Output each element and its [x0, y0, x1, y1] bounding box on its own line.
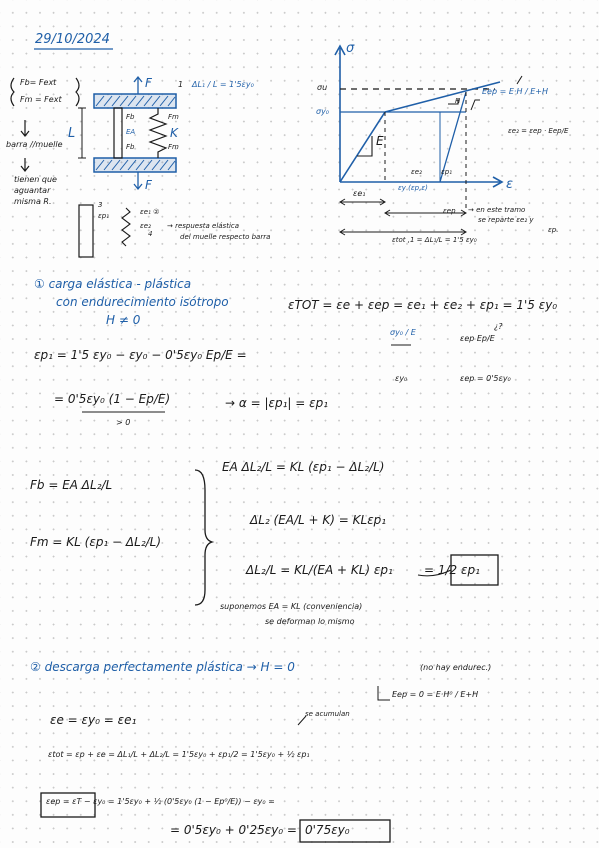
- eep-formula: Eep = E·H / E+H: [482, 87, 549, 96]
- ep-desc-2: se reparte εe₂ y: [478, 216, 534, 224]
- ee1-sketch-label: εe₁ ②: [140, 208, 160, 216]
- section1-title-2: con endurecimiento isótropo: [56, 295, 229, 309]
- ee2-graph-label: εe₂: [411, 168, 422, 176]
- system-brace: [195, 470, 212, 605]
- under-sigma-e: σy₀ / E: [390, 328, 416, 337]
- respuesta-line-1: → respuesta elástica: [167, 222, 240, 230]
- length-label: L: [68, 126, 76, 141]
- fm-up-label: Fm: [168, 113, 179, 121]
- modulus-e-label: E: [376, 134, 384, 148]
- tienen-line-1: tienen que: [14, 175, 57, 184]
- fb-down-label: Fb: [126, 143, 135, 151]
- respuesta-line-2: del muelle respecto barra: [180, 233, 271, 241]
- ep-label: εep: [443, 207, 456, 215]
- ee2-sketch-label: εe₂: [140, 222, 151, 230]
- h-label: H: [455, 97, 461, 105]
- etot-graph-label: εtot ,1 = ΔL₁/L = 1'5 εy₀: [392, 236, 477, 244]
- spring-element: [150, 108, 166, 158]
- ep-desc-1: → en este tramo: [468, 206, 526, 214]
- fm-down-label: Fm: [168, 143, 179, 151]
- k-label: K: [170, 126, 178, 140]
- sigma-axis-label: σ: [346, 41, 355, 56]
- solved-equation: ΔL₂/L = KL/(EA + KL) εp₁: [246, 563, 393, 577]
- fm-equation: Fm = KL (εp₁ − ΔL₂/L): [30, 535, 162, 549]
- circle-1-label: 1: [178, 80, 184, 89]
- sigma-y0-label: σy₀: [316, 107, 330, 116]
- ep-desc-3: εp.: [548, 226, 559, 234]
- ee2-formula: εe₂ = εep · Eep/E: [508, 127, 569, 135]
- ratio-top: ΔL₁ / L = 1'5εy₀: [192, 80, 254, 89]
- etot-equation: εTOT = εe + εep = εe₁ + εe₂ + εp₁ = 1'5 εy₀: [288, 298, 558, 312]
- ep1-graph-label: εp₁: [441, 168, 453, 176]
- eep-section2: εep = εT − εy₀ = 1'5εy₀ + ½ (0'5εy₀ (1 − Ep⁰/E)) − εy₀ =: [46, 797, 275, 806]
- section1-title-1: ① carga elástica - plástica: [34, 277, 192, 291]
- ep1-sketch-label: εp₁: [98, 212, 110, 220]
- force-top-label: F: [145, 76, 152, 90]
- eps-axis-label: ε: [506, 177, 514, 192]
- section2-title: ② descarga perfectamente plástica → H = 0: [30, 660, 295, 674]
- tienen-line-3: misma R.: [14, 197, 52, 206]
- fb-equation: Fb = EA ΔL₂/L: [30, 478, 113, 492]
- eep-section2-line2: = 0'5εy₀ + 0'25εy₀ =: [170, 823, 297, 837]
- grouped-equation: ΔL₂ (EA/L + K) = KLεp₁: [250, 513, 387, 527]
- balance-equation: EA ΔL₂/L = KL (εp₁ − ΔL₂/L): [222, 460, 385, 474]
- ep1-equation-2: = 0'5εy₀ (1 − Ep/E): [54, 392, 171, 406]
- circle-4-label: 4: [148, 230, 153, 238]
- date: 29/10/2024: [35, 32, 110, 47]
- brace-right: [76, 78, 79, 106]
- ep1-equation: εp₁ = 1'5 εy₀ − εy₀ − 0'5εy₀ Ep/E =: [34, 348, 247, 362]
- solved-result: = 1/2 εp₁: [424, 563, 480, 577]
- circle-3-label: 3: [98, 201, 103, 209]
- section1-title-3: H ≠ 0: [106, 313, 141, 327]
- under-eep-value: εep = 0'5εy₀: [460, 374, 511, 383]
- small-spring-sketch: [122, 208, 130, 246]
- eep-arrow: [471, 100, 480, 110]
- eep-hook: [378, 686, 390, 700]
- same-deformation-note: se deforman lo mismo: [265, 617, 355, 626]
- accumulate-note: se acumulan: [305, 710, 350, 718]
- brace-left: [11, 78, 14, 106]
- etot-section2: εtot = εp + εe = ΔL₁/L + ΔL₂/L = 1'5εy₀ + εp₁/2 = 1'5εy₀ + ½ εp₁: [48, 750, 310, 759]
- barra-muelle-label: barra //muelle: [6, 140, 63, 149]
- condition-fb: Fb= Fext: [20, 78, 57, 87]
- fb-up-label: Fb: [126, 113, 135, 121]
- final-result: 0'75εy₀: [305, 823, 350, 837]
- force-bottom-label: F: [145, 178, 152, 192]
- eps-y-label: εy (εp,ε): [398, 184, 428, 192]
- condition-fm: Fm = Fext: [20, 95, 62, 104]
- ee1-graph-label: εe₁: [353, 189, 366, 198]
- under-eep: εep Ep/E: [460, 334, 495, 343]
- suppose-note: suponemos EA = KL (conveniencia): [220, 602, 363, 611]
- sigma-u-label: σu: [317, 83, 328, 92]
- ea-label: EA: [126, 128, 136, 136]
- ee-equation: εe = εy₀ = εe₁: [50, 713, 137, 727]
- bar-element: [114, 108, 122, 158]
- small-bar-sketch: [79, 205, 93, 257]
- eep-zero: Eep = 0 = E·H⁰ / E+H: [392, 690, 479, 699]
- under-question: ¿?: [494, 322, 503, 331]
- tienen-line-2: aguantar: [14, 186, 51, 195]
- alpha-equation: → α = |εp₁| = εp₁: [225, 396, 329, 410]
- greater-zero: > 0: [116, 418, 131, 427]
- under-ey0: εy₀: [395, 374, 408, 383]
- no-hardening-note: (no hay endurec.): [420, 663, 492, 672]
